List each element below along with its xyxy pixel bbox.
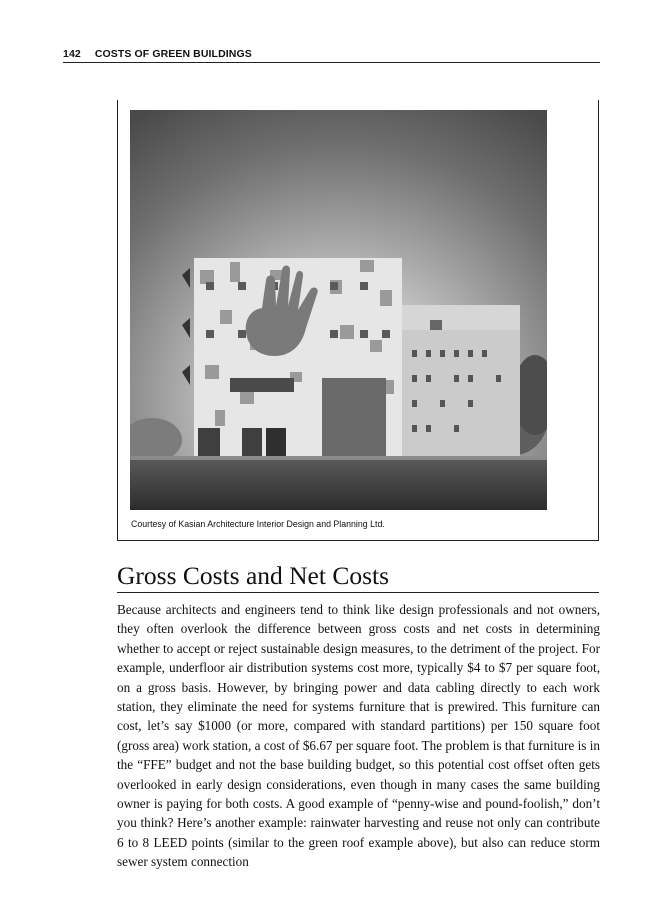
figure-caption: Courtesy of Kasian Architecture Interior Design and Planning Ltd. — [131, 519, 385, 529]
running-header — [63, 46, 600, 63]
page-number: 142 — [63, 48, 81, 60]
body-paragraph: Because architects and engineers tend to think like design professionals and not owners, they often overlook the difference between gross costs and net costs in determining whether to accept or reject sustainable design measures, to the detriment of the project. For example, underfloor air distribution systems cost more, typically $4 to $7 per square foot, on a gross basis. However, by bringing power and data cabling directly to each work station, they eliminate the need for systems furniture that is prewired. This furniture can cost, let’s say $1000 (or more, compared with standard partitions) per 150 square foot (gross area) work station, a cost of $6.67 per square foot. The problem is that furniture is in the “FFE” budget and not the base building budget, so this potential cost offset often gets overlooked in early design considerations, even though in many cases the same building owner is paying for both costs. A good example of “penny-wise and pound-foolish,” don’t you think? Here’s another example: rainwater harvesting and reuse not only can contribute 6 to 8 LEED points (similar to the green roof example above), but also can reduce storm sewer system connection — [117, 602, 600, 870]
running-title: COSTS OF GREEN BUILDINGS — [94, 48, 252, 60]
building-photo — [130, 110, 547, 510]
figure — [117, 100, 599, 541]
section-title: Gross Costs and Net Costs — [117, 561, 599, 593]
